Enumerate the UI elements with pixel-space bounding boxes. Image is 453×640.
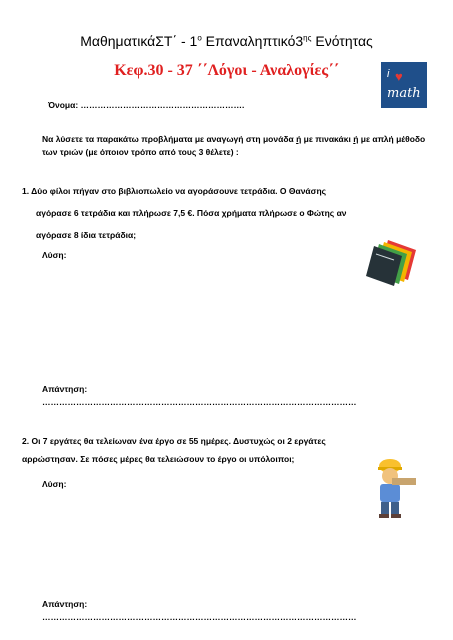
heart-icon: ♥ [395,69,403,84]
question-2 [22,432,422,468]
worker-icon [368,456,418,520]
i-love-math-logo [381,62,427,108]
intro-text-2: με πινακάκι [301,134,354,144]
header-sup: ο [197,33,202,43]
q2-number: 2. [22,436,30,446]
intro-text-1: Να λύσετε τα παρακάτω προβλήματα με αναγωγή στη μονάδα [42,134,297,144]
q2-text-1: Οι 7 εργάτες θα τελείωναν ένα έργο σε 55 ημέρες. Δυστυχώς οι 2 εργάτες [31,436,326,446]
header-title-end: Ενότητας [311,33,373,49]
logo-i: i [387,68,390,80]
intro-or-2: ή [353,134,359,144]
answer-line-2[interactable]: Απάντηση: ………………………………………………………………………………………………… [42,599,357,622]
notebooks-icon [362,236,420,286]
q2-line-1 [22,432,422,450]
name-field[interactable]: Όνομα: …………………………………………………. [48,100,245,110]
solution-label-2: Λύση: [42,479,67,489]
q2-line-2: αρρώστησαν. Σε πόσες μέρες θα τελειώσουν το έργο οι υπόλοιποι; [22,454,295,464]
chapter-title: Κεφ.30 - 37 ΄΄Λόγοι - Αναλογίες΄΄ [114,62,339,79]
header-sup-2: ης [303,33,312,43]
solution-label-1: Λύση: [42,250,67,260]
intro-or-1: ή [296,134,302,144]
q1-text-1: Δύο φίλοι πήγαν στο βιβλιοπωλείο να αγοράσουνε τετράδια. Ο Θανάσης [31,186,327,196]
logo-math: math [387,86,421,101]
intro-text-3: με απλή μέθοδο των τριών (με όποιον τρόπο από τους 3 θέλετε) : [42,134,426,157]
q1-number: 1. [22,186,30,196]
header-title: ΜαθηματικάΣΤ΄ - 1 [80,33,198,49]
q1-line-2: αγόρασε 6 τετράδια και πλήρωσε 7,5 €. Πόσα χρήματα πλήρωσε ο Φώτης αν [36,208,347,218]
instructions [42,133,434,159]
answer-line-1[interactable]: Απάντηση: ………………………………………………………………………………………………… [42,384,357,407]
q1-line-3: αγόρασε 8 ίδια τετράδια; [36,230,137,240]
q1-line-1 [22,180,422,202]
header-title-mid: Επαναληπτικό3 [201,33,304,49]
page-header [0,33,453,49]
